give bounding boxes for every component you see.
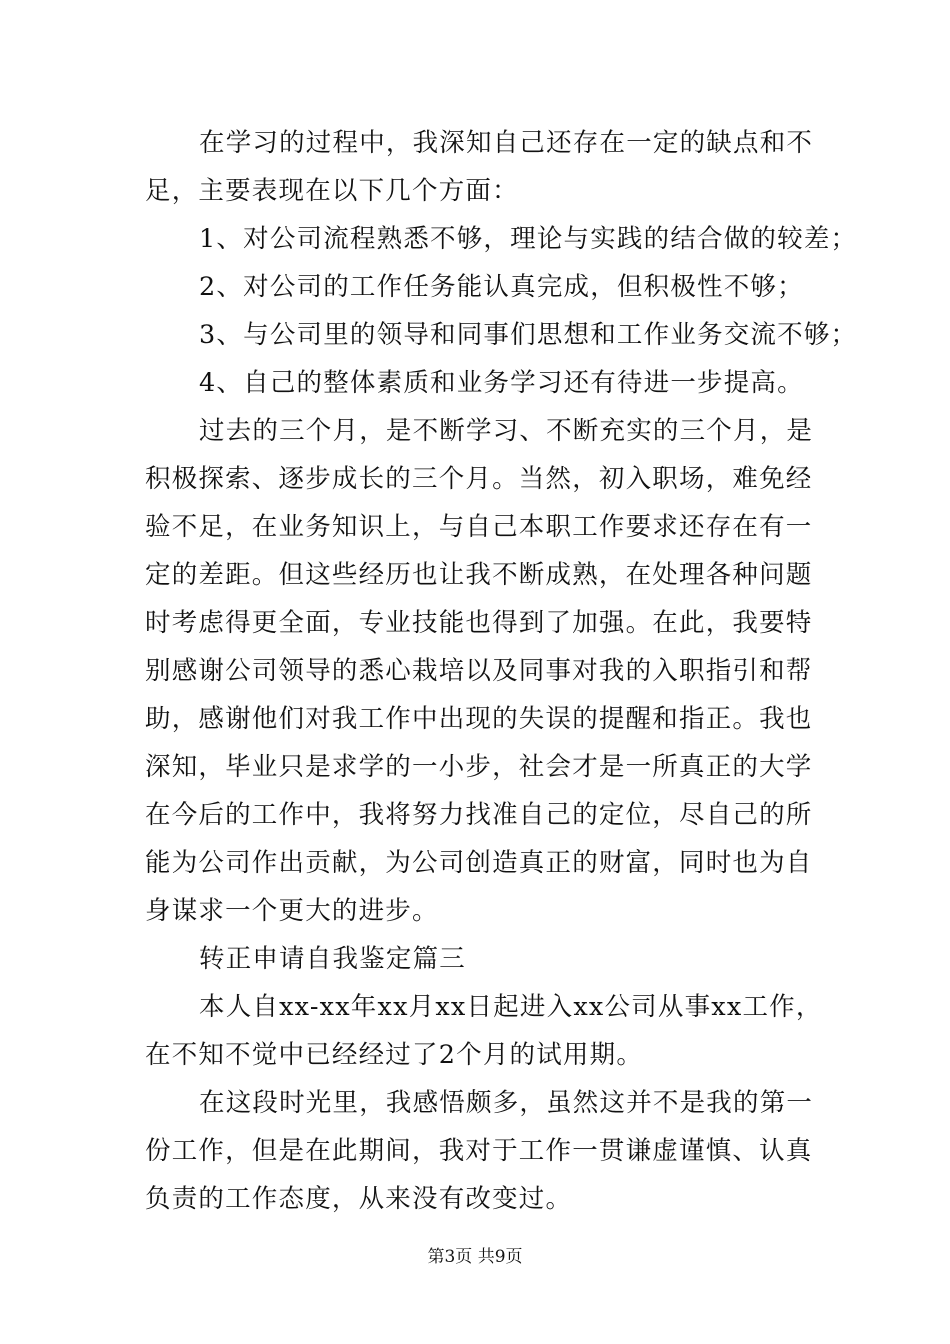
paragraph-line: 在这段时光里，我感悟颇多，虽然这并不是我的第一 [199, 1088, 814, 1118]
paragraph-line: 能为公司作出贡献，为公司创造真正的财富，同时也为自 [145, 848, 813, 878]
paragraph-line: 在不知不觉中已经经过了2个月的试用期。 [145, 1040, 644, 1070]
paragraph-line: 时考虑得更全面，专业技能也得到了加强。在此，我要特 [145, 608, 813, 638]
paragraph-line: 别感谢公司领导的悉心栽培以及同事对我的入职指引和帮 [145, 656, 813, 686]
list-item: 2、对公司的工作任务能认真完成，但积极性不够； [199, 272, 804, 302]
paragraph-line: 本人自xx-xx年xx月xx日起进入xx公司从事xx工作， [199, 992, 823, 1022]
paragraph-line: 在学习的过程中，我深知自己还存在一定的缺点和不 [199, 128, 814, 158]
list-item: 3、与公司里的领导和同事们思想和工作业务交流不够； [199, 320, 858, 350]
paragraph-line: 定的差距。但这些经历也让我不断成熟，在处理各种问题 [145, 560, 813, 590]
paragraph-line: 负责的工作态度，从来没有改变过。 [145, 1184, 573, 1214]
paragraph-line: 份工作，但是在此期间，我对于工作一贯谦虚谨慎、认真 [145, 1136, 813, 1166]
section-heading: 转正申请自我鉴定篇三 [199, 944, 467, 974]
paragraph-line: 过去的三个月，是不断学习、不断充实的三个月，是 [199, 416, 814, 446]
list-item: 4、自己的整体素质和业务学习还有待进一步提高。 [199, 368, 804, 398]
paragraph-line: 在今后的工作中，我将努力找准自己的定位，尽自己的所 [145, 800, 813, 830]
paragraph-line: 验不足，在业务知识上，与自己本职工作要求还存在有一 [145, 512, 813, 542]
page-number-footer: 第3页 共9页 [427, 1247, 523, 1267]
paragraph-line: 身谋求一个更大的进步。 [145, 896, 439, 926]
paragraph-line: 积极探索、逐步成长的三个月。当然，初入职场，难免经 [145, 464, 813, 494]
paragraph-line: 足，主要表现在以下几个方面： [145, 176, 519, 206]
paragraph-line: 深知，毕业只是求学的一小步，社会才是一所真正的大学 [145, 752, 813, 782]
list-item: 1、对公司流程熟悉不够，理论与实践的结合做的较差； [199, 224, 858, 254]
paragraph-line: 助，感谢他们对我工作中出现的失误的提醒和指正。我也 [145, 704, 813, 734]
